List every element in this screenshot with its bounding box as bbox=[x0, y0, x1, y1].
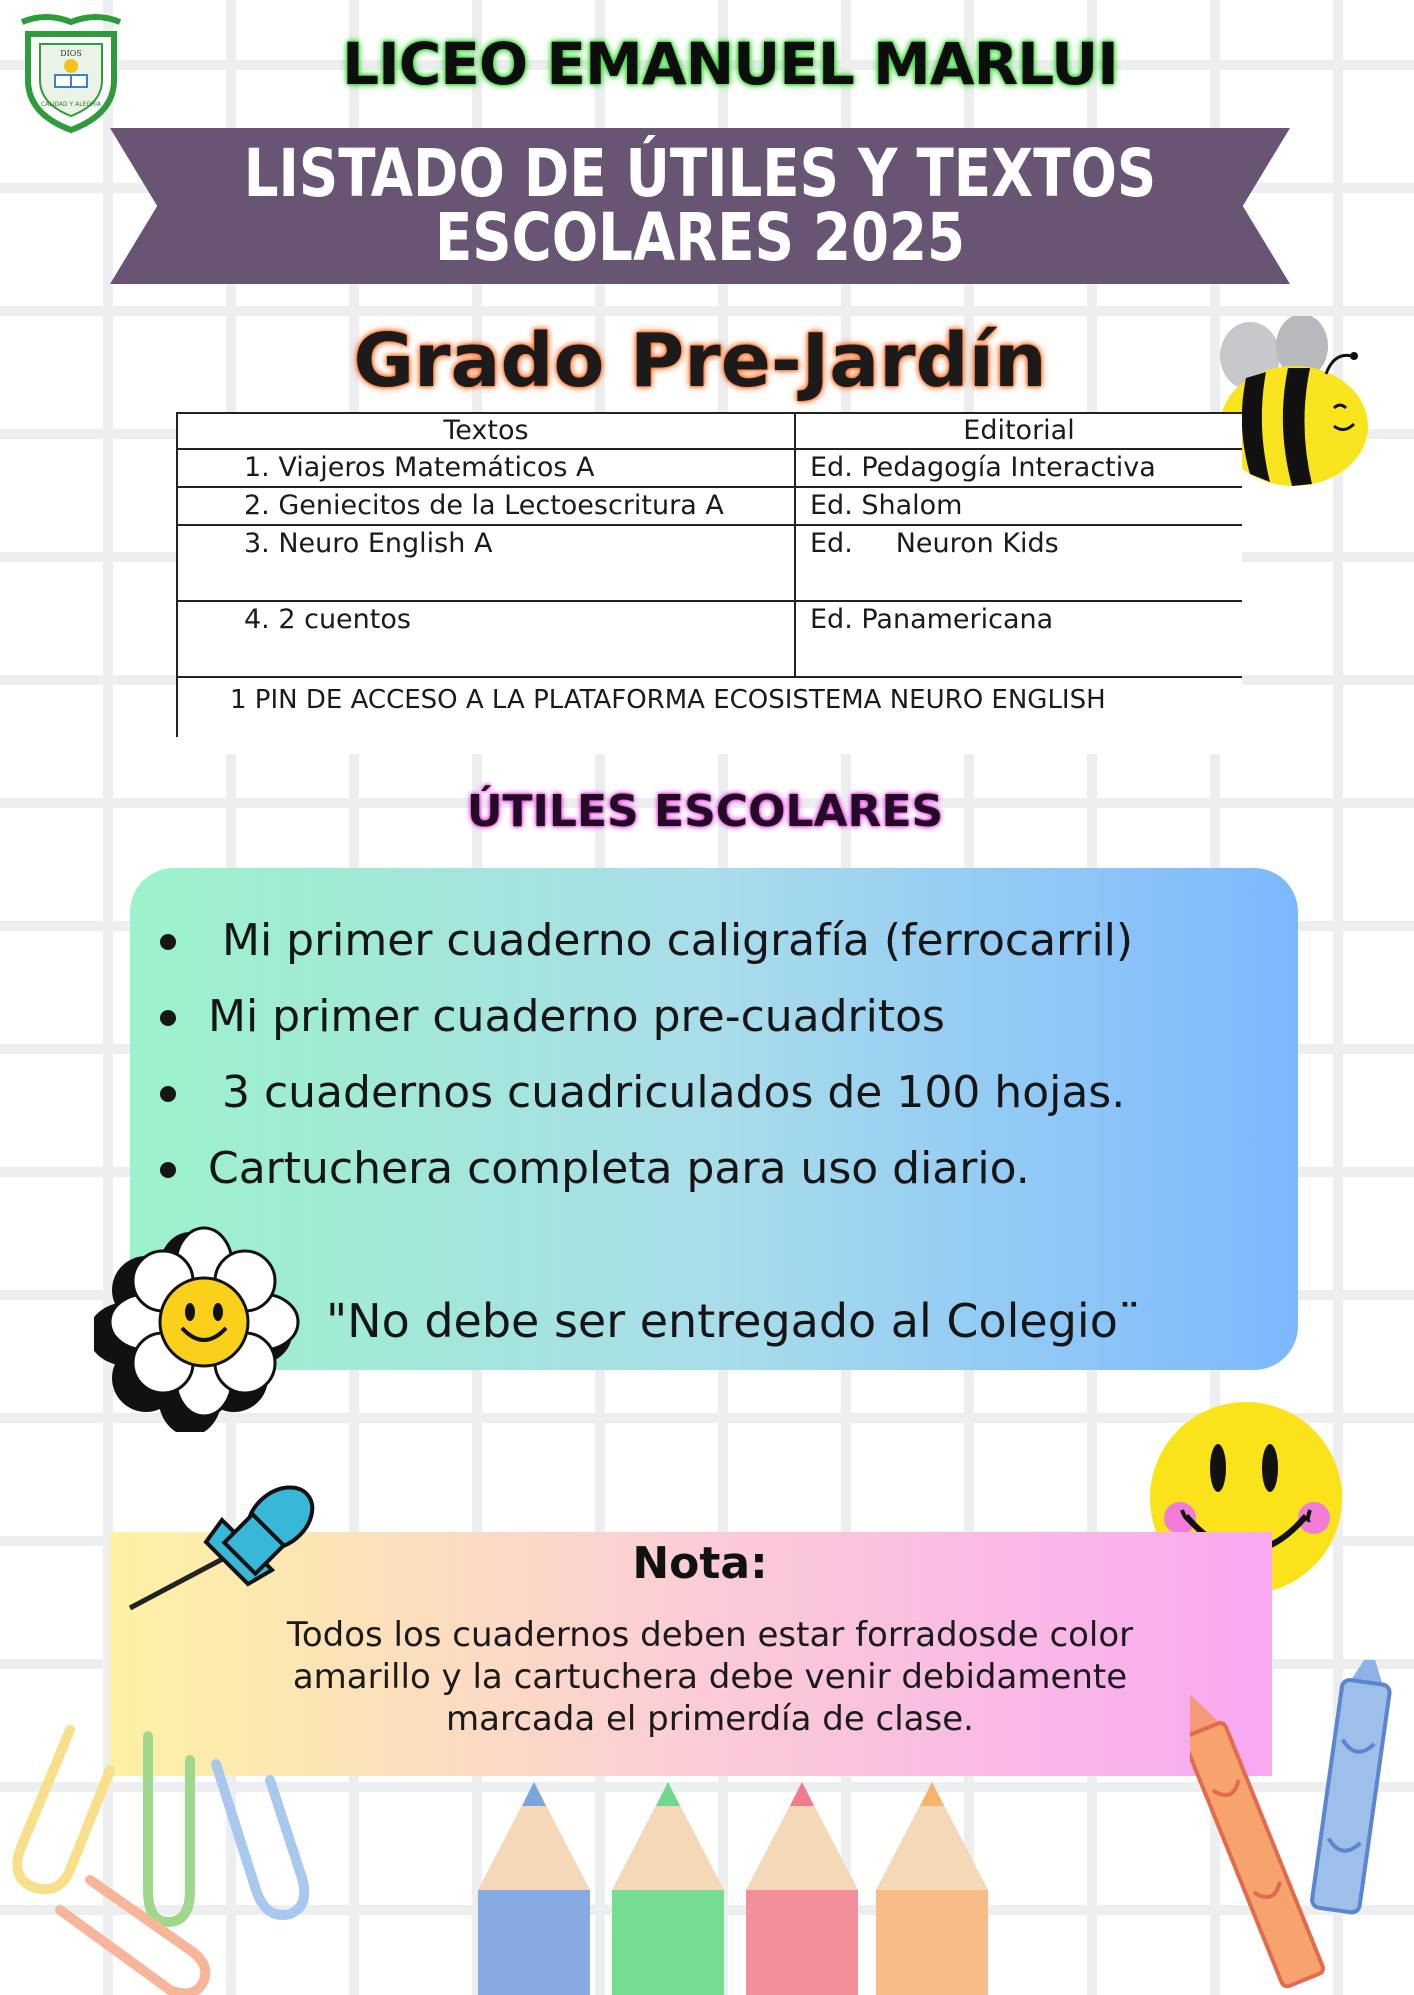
book-title: 2. Geniecitos de la Lectoescritura A bbox=[177, 487, 795, 525]
crest-top-text: DIOS bbox=[60, 49, 82, 58]
table-row bbox=[177, 525, 1242, 601]
school-crest-icon bbox=[16, 8, 126, 134]
banner-title bbox=[240, 135, 1160, 276]
school-name: LICEO EMANUEL MARLUI bbox=[342, 30, 1118, 98]
book-title: 3. Neuro English A bbox=[177, 525, 795, 601]
nota-line-1: Todos los cuadernos deben estar forradosde color bbox=[286, 1615, 1134, 1655]
list-item: Mi primer cuaderno caligrafía (ferrocarril) bbox=[160, 906, 1260, 982]
utiles-list bbox=[160, 906, 1260, 1210]
crest-bottom-text: CALIDAD Y ALEGRIA bbox=[40, 101, 102, 108]
crayon-icon bbox=[1190, 1660, 1414, 1995]
table-row bbox=[177, 677, 1242, 737]
nota-line-2: amarillo y la cartuchera debe venir debidamente bbox=[292, 1657, 1128, 1697]
paperclip-icon bbox=[0, 1700, 320, 1995]
table-row bbox=[177, 487, 1242, 525]
header-textos: Textos bbox=[177, 413, 795, 449]
table-row bbox=[177, 449, 1242, 487]
book-editorial: Ed. Neuron Kids bbox=[795, 525, 1242, 601]
banner-line-2: ESCOLARES 2025 bbox=[434, 199, 966, 276]
book-editorial: Ed. Panamericana bbox=[795, 601, 1242, 677]
list-item: Cartuchera completa para uso diario. bbox=[160, 1134, 1260, 1210]
book-title: 4. 2 cuentos bbox=[177, 601, 795, 677]
daisy-smiley-icon bbox=[94, 1222, 304, 1432]
banner-line-1: LISTADO DE ÚTILES Y TEXTOS bbox=[243, 135, 1157, 212]
list-item: Mi primer cuaderno pre-cuadritos bbox=[160, 982, 1260, 1058]
nota-text bbox=[240, 1614, 1180, 1740]
book-editorial: Ed. Shalom bbox=[795, 487, 1242, 525]
book-editorial: Ed. Pedagogía Interactiva bbox=[795, 449, 1242, 487]
list-item: 3 cuadernos cuadriculados de 100 hojas. bbox=[160, 1058, 1260, 1134]
nota-title: Nota: bbox=[632, 1538, 768, 1589]
books-table bbox=[176, 412, 1242, 737]
pencil-icon bbox=[478, 1782, 988, 1995]
push-pin-icon bbox=[122, 1480, 322, 1620]
header-editorial: Editorial bbox=[795, 413, 1242, 449]
books-table-container bbox=[176, 412, 1242, 754]
delivery-note: "No debe ser entregado al Colegio¨ bbox=[326, 1294, 1141, 1348]
utiles-title: ÚTILES ESCOLARES bbox=[466, 786, 944, 837]
grade-title: Grado Pre-Jardín bbox=[353, 318, 1047, 404]
table-row bbox=[177, 601, 1242, 677]
pin-note: 1 PIN DE ACCESO A LA PLATAFORMA ECOSISTEMA NEURO ENGLISH bbox=[177, 677, 1242, 737]
nota-line-3: marcada el primerdía de clase. bbox=[446, 1699, 974, 1739]
book-title: 1. Viajeros Matemáticos A bbox=[177, 449, 795, 487]
